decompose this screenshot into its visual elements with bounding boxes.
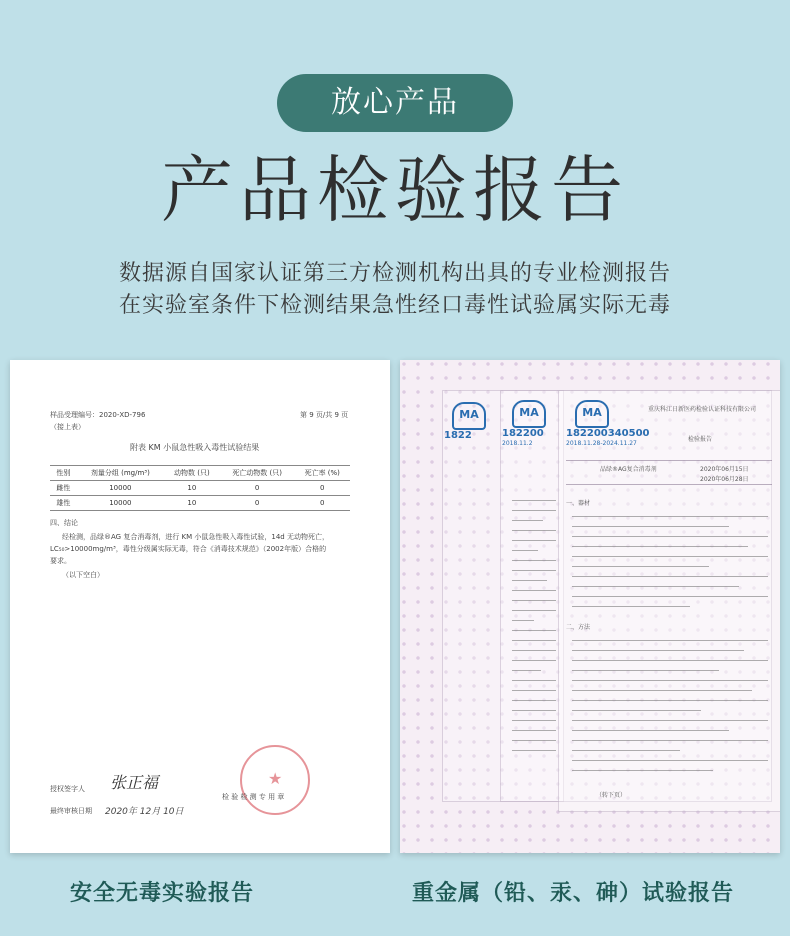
table-cell: 10000	[77, 481, 164, 496]
caption-left: 安全无毒实验报告	[70, 880, 255, 906]
cert-number: 182200340500	[566, 428, 650, 439]
cma-logo-icon: MA	[452, 402, 486, 430]
cma-logo-icon: MA	[512, 400, 546, 428]
sample-name: 品绿®AG复合消毒剂	[600, 466, 657, 473]
conclusion-text: LC₅₀>10000mg/m³，毒性分级属实际无毒，符合《消毒技术规范》（2002年版）合格的	[50, 545, 327, 553]
conclusion-heading: 四、结论	[50, 519, 78, 527]
table-cell: 雄性	[50, 496, 77, 511]
blank-note: （以下空白）	[62, 571, 104, 579]
approve-date: 2020年 12月 10日	[105, 807, 184, 817]
back-page-text	[512, 500, 556, 760]
cert-dates: 2018.11.28-2024.11.27	[566, 440, 637, 447]
page-title: 产品检验报告	[160, 148, 629, 232]
conclusion-text: 要求。	[50, 557, 71, 565]
cert-dates-partial: 2018.11.2	[502, 440, 533, 447]
table-row	[50, 481, 350, 496]
test-date: 2020年06月28日	[700, 476, 749, 483]
table-cell: 0	[295, 496, 351, 511]
table-header: 死亡动物数 (只)	[220, 466, 295, 481]
conclusion-text: 经检测，品绿®AG 复合消毒剂，进行 KM 小鼠急性吸入毒性试验，14d 无动物死亡，	[62, 533, 329, 541]
report-label: 检验报告	[688, 436, 713, 443]
table-header: 死亡率 (%)	[295, 466, 351, 481]
table-cell: 0	[220, 481, 295, 496]
received-date: 2020年06月15日	[700, 466, 749, 473]
table-cell: 10	[164, 496, 220, 511]
cert-number-partial: 1822	[444, 430, 472, 441]
star-icon: ★	[268, 769, 283, 788]
table-cell: 雌性	[50, 481, 77, 496]
table-row	[50, 496, 350, 511]
table-header: 动物数 (只)	[164, 466, 220, 481]
cma-logo-icon: MA	[575, 400, 609, 428]
table-cell: 0	[295, 481, 351, 496]
approve-label: 最终审核日期	[50, 807, 92, 815]
subtitle-line-2: 在实验室条件下检测结果急性经口毒性试验属实际无毒	[118, 293, 671, 318]
table-cell: 0	[220, 496, 295, 511]
page-number: 第 9 页/共 9 页	[300, 411, 349, 419]
section-heading: 二、方法	[566, 624, 591, 631]
continued-note: （转下页）	[596, 792, 627, 799]
rule-line	[566, 484, 772, 485]
seal-label: 检 验 检 测 专 用 章	[222, 793, 285, 801]
heavy-metal-report-document	[400, 360, 780, 853]
sample-number: 样品受理编号：2020-XD-796	[50, 411, 146, 419]
table-header-row	[50, 466, 350, 481]
table-cell: 10	[164, 481, 220, 496]
signer-label: 授权签字人	[50, 785, 85, 793]
rule-line	[566, 460, 772, 461]
signature: 张正福	[110, 773, 159, 792]
caption-right: 重金属（铅、汞、砷）试验报告	[412, 880, 735, 906]
subtitle-line-1: 数据源自国家认证第三方检测机构出具的专业检测报告	[118, 261, 671, 286]
table-title: 附表 KM 小鼠急性吸入毒性试验结果	[130, 443, 260, 452]
table-header: 性别	[50, 466, 77, 481]
section-heading: 一、器材	[566, 500, 591, 507]
cert-number-partial: 182200	[502, 428, 544, 439]
body-text-block	[572, 516, 768, 616]
results-table	[50, 465, 350, 511]
company-name: 重庆科江日新医药检验认证科技有限公司	[648, 406, 757, 413]
badge-pill: 放心产品	[277, 74, 513, 132]
red-seal-stamp	[240, 745, 310, 815]
table-cell: 10000	[77, 496, 164, 511]
body-text-block	[572, 640, 768, 780]
continuation-note: （接上表）	[50, 423, 85, 431]
toxicity-report-document	[10, 360, 390, 853]
table-header: 剂量分组 (mg/m³)	[77, 466, 164, 481]
